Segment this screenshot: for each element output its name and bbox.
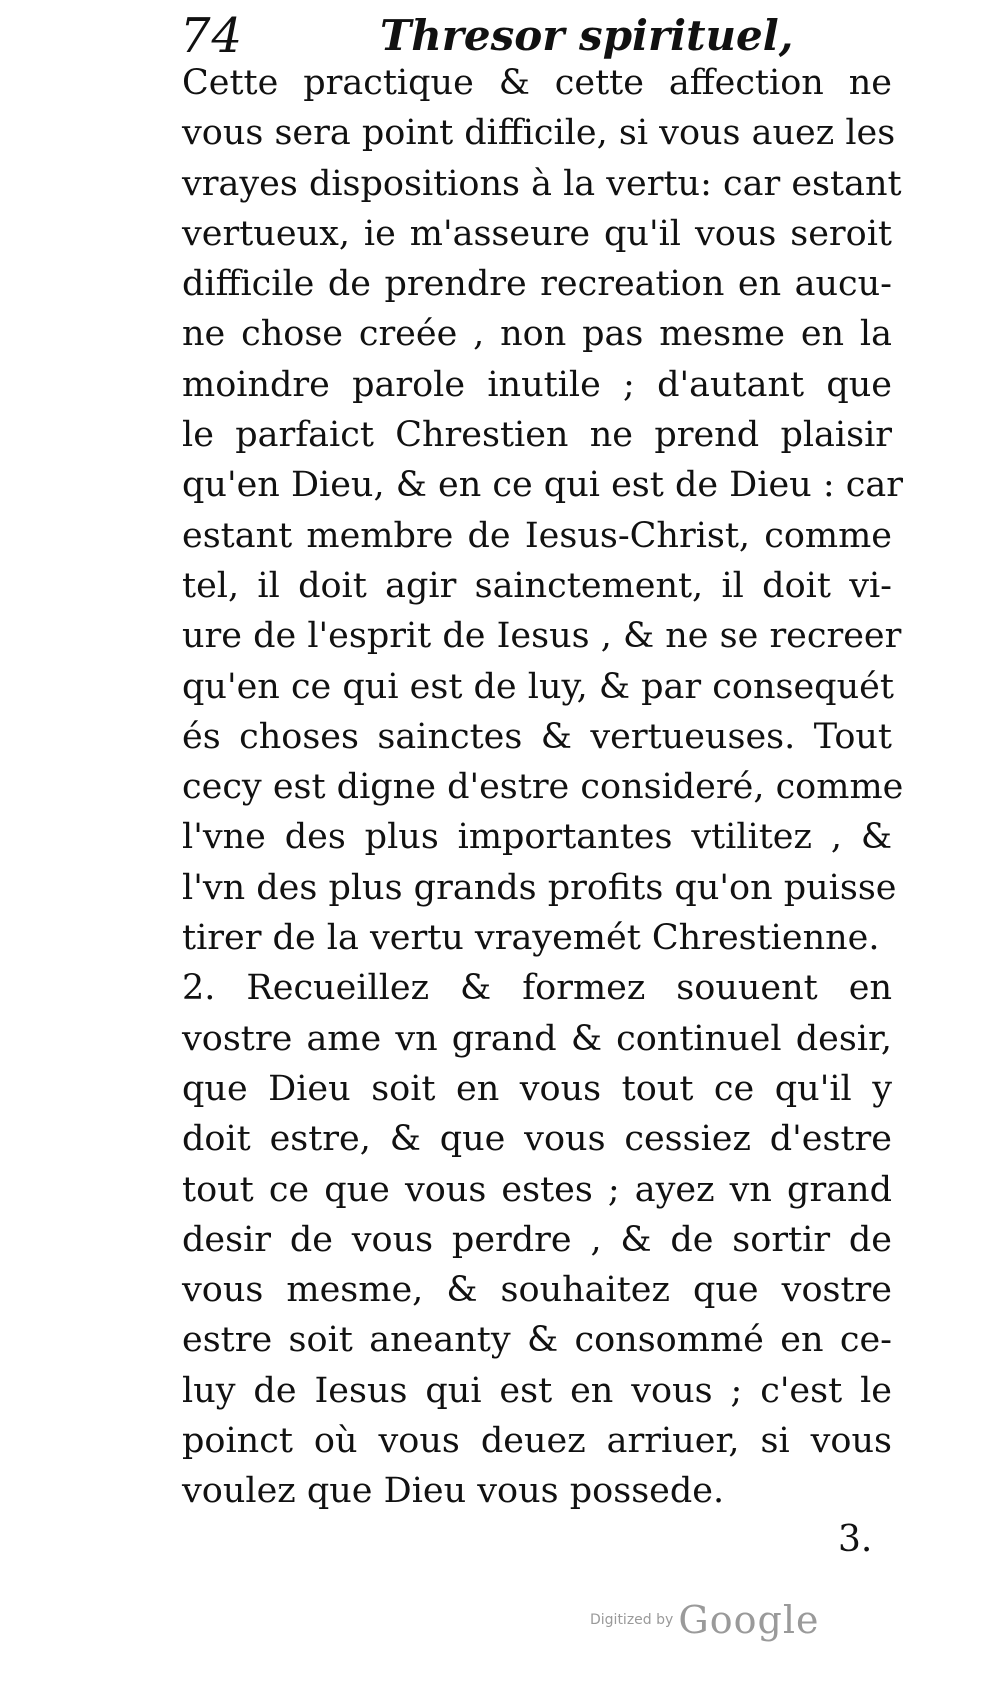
- body-text: [182, 58, 904, 1517]
- digitized-watermark: [590, 1598, 819, 1642]
- text-line: l'vne des plus importantes vtilitez , &: [182, 817, 892, 858]
- text-line: voulez que Dieu vous possede.: [182, 1471, 725, 1512]
- text-line: que Dieu soit en vous tout ce qu'il y: [182, 1068, 892, 1109]
- running-head: Thresor spirituel,: [380, 11, 794, 60]
- text-line: vrayes dispositions à la vertu: car estant: [182, 163, 902, 204]
- text-line: qu'en ce qui est de luy, & par consequét: [182, 666, 894, 707]
- text-line: tel, il doit agir sainctement, il doit vi-: [182, 565, 892, 606]
- text-line: tout ce que vous estes ; ayez vn grand: [182, 1169, 892, 1210]
- text-line: le parfaict Chrestien ne prend plaisir: [182, 415, 892, 456]
- text-line: estre soit aneanty & consommé en ce-: [182, 1320, 892, 1361]
- text-line: desir de vous perdre , & de sortir de: [182, 1219, 892, 1260]
- page-number: 74: [180, 8, 244, 64]
- text-line: vous sera point difficile, si vous auez les: [182, 113, 896, 154]
- text-line: doit estre, & que vous cessiez d'estre: [182, 1119, 892, 1160]
- text-line: és choses sainctes & vertueuses. Tout: [182, 716, 892, 757]
- text-line: l'vn des plus grands profits qu'on puisse: [182, 867, 897, 908]
- text-line: luy de Iesus qui est en vous ; c'est le: [182, 1370, 892, 1411]
- text-line: Cette practique & cette affection ne: [182, 63, 892, 103]
- text-line: estant membre de Iesus-Christ, comme: [182, 515, 892, 556]
- text-line: qu'en Dieu, & en ce qui est de Dieu : car: [182, 465, 903, 506]
- text-line: poinct où vous deuez arriuer, si vous: [182, 1421, 892, 1462]
- google-logo: Google: [678, 1598, 820, 1642]
- text-line: vertueux, ie m'asseure qu'il vous seroit: [182, 213, 892, 254]
- text-line: ne chose creée , non pas mesme en la: [182, 314, 892, 355]
- text-line: vostre ame vn grand & continuel desir,: [182, 1018, 892, 1059]
- text-line: cecy est digne d'estre consideré, comme: [182, 767, 904, 808]
- catchword: 3.: [838, 1519, 873, 1560]
- watermark-prefix: Digitized by: [590, 1612, 674, 1628]
- text-line: vous mesme, & souhaitez que vostre: [182, 1270, 892, 1311]
- text-line: 2. Recueillez & formez souuent en: [182, 968, 892, 1009]
- text-line: tirer de la vertu vrayemét Chrestienne.: [182, 918, 880, 959]
- text-line: difficile de prendre recreation en aucu-: [182, 264, 892, 305]
- text-line: ure de l'esprit de Iesus , & ne se recreer: [182, 616, 902, 657]
- text-line: moindre parole inutile ; d'autant que: [182, 364, 892, 405]
